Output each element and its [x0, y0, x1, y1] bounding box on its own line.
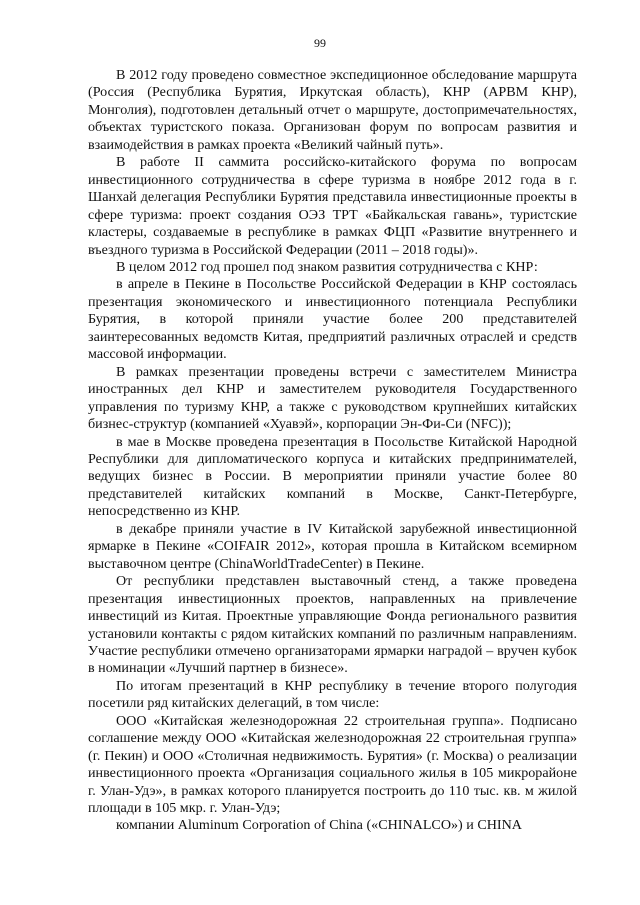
document-body — [88, 67, 577, 835]
paragraph-shanghai-summit: В работе II саммита российско-китайского форума по вопросам инвестиционного сотрудничества в сфере туризма в ноябре 2012 года в г. Шанхай делегация Республики Бурятия представила инвестиционные проекты в сфере туризма: проект создания ОЭЗ ТРТ «Байкальская гавань», туристские кластеры, создаваемые в республике в рамках ФЦП «Развитие внутреннего и въездного туризма в Российской Федерации (2011 – 2018 годы)». — [88, 154, 577, 258]
paragraph-presentation-meetings: В рамках презентации проведены встречи с заместителем Министра иностранных дел КНР и заместителем руководителя Государственного управления по туризму КНР, а также с руководством крупнейших китайских бизнес-структур (компанией «Хуавэй», корпорации Эн-Фи-Си (NFC)); — [88, 363, 577, 433]
paragraph-may-moscow: в мае в Москве проведена презентация в Посольстве Китайской Народной Республики для дипломатического корпуса и китайских предпринимателей, ведущих бизнес в России. В мероприятии приняли участие более 80 представителей китайских компаний в Москве, Санкт-Петербурге, непосредственно из КНР. — [88, 433, 577, 520]
paragraph-tea-road-expedition: В 2012 году проведено совместное экспедиционное обследование маршрута (Россия (Республика Бурятия, Иркутская область), КНР (АРВМ КНР), Монголия), подготовлен детальный отчет о маршруте, достопримечательностях, объектах туристского показа. Организован форум по вопросам развития и взаимодействия в рамках проекта «Великий чайный путь». — [88, 67, 577, 153]
paragraph-delegations: По итогам презентаций в КНР республику в течение второго полугодия посетили ряд китайских делегаций, в том числе: — [88, 677, 577, 712]
paragraph-2012-cooperation: В целом 2012 год прошел под знаком развития сотрудничества с КНР: — [116, 258, 538, 275]
paragraph-exhibition-stand: От республики представлен выставочный стенд, а также проведена презентация инвестиционных проектов, направленных на привлечение инвестиций из Китая. Проектные управляющие Фонда регионального развития установили контакты с рядом китайских компаний по различным направлениям. Участие республики отмечено организаторами ярмарки наградой – вручен кубок в номинации «Лучший партнер в бизнесе». — [88, 573, 577, 677]
page-number: 99 — [314, 36, 326, 50]
paragraph-chinalco: компании Aluminum Corporation of China («CHINALCO») и CHINA — [116, 817, 522, 834]
paragraph-april-beijing: в апреле в Пекине в Посольстве Российской Федерации в КНР состоялась презентация экономического и инвестиционного потенциала Республики Бурятия, в которой приняли участие более 200 представителей заинтересованных ведомств Китая, предприятий различных отраслей и средств массовой информации. — [88, 276, 577, 363]
paragraph-december-coifair: в декабре приняли участие в IV Китайской зарубежной инвестиционной ярмарке в Пекине «COIFAIR 2012», которая прошла в Китайском всемирном выставочном центре (ChinaWorldTradeCenter) в Пекине. — [88, 520, 577, 572]
paragraph-railway-group: ООО «Китайская железнодорожная 22 строительная группа». Подписано соглашение между ООО «Китайская железнодорожная 22 строительная группа» (г. Пекин) и ООО «Столичная недвижимость. Бурятия» (г. Москва) о реализации инвестиционного проекта «Организация социального жилья в 105 микрорайоне г. Улан-Удэ», в рамках которого планируется построить до 110 тыс. кв. м жилой площади в 105 мкр. г. Улан-Удэ; — [88, 712, 577, 817]
